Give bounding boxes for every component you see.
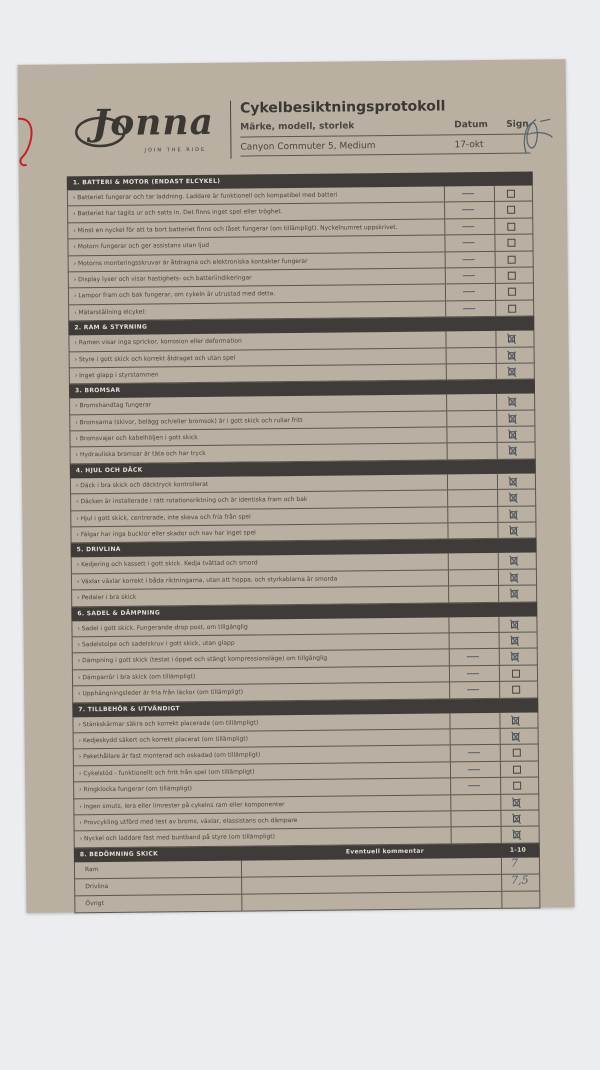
column-divider bbox=[449, 633, 450, 648]
not-applicable-dash bbox=[462, 210, 474, 211]
comment-column-label: Eventuell kommentar bbox=[345, 847, 425, 856]
checkbox[interactable] bbox=[508, 304, 516, 312]
column-divider bbox=[499, 666, 500, 681]
checklist-item-text: › Upphängningsleder är fria från läckor (om tillämpligt) bbox=[78, 688, 244, 698]
checkbox[interactable] bbox=[512, 669, 520, 677]
not-applicable-dash bbox=[463, 291, 475, 292]
checkbox[interactable] bbox=[513, 765, 521, 773]
checked-checkbox[interactable] bbox=[506, 507, 520, 521]
checklist-item-text: › Cykelstöd - funktionellt och fritt från spel (om tillämpligt) bbox=[78, 768, 255, 778]
column-divider bbox=[444, 236, 445, 251]
column-divider bbox=[497, 443, 498, 458]
checklist-item-text: › Växlar växlar korrekt i båda riktningarna, utan att hoppa, och styrkablarna är smorda bbox=[76, 575, 338, 586]
header-rule bbox=[241, 153, 531, 157]
column-divider bbox=[494, 186, 495, 201]
column-divider bbox=[500, 762, 501, 777]
checklist-item-text: › Motorn fungerar och ger assistans utan ljud bbox=[73, 242, 210, 251]
handwritten-score[interactable]: 7 bbox=[510, 856, 519, 870]
column-divider bbox=[451, 828, 452, 843]
column-divider bbox=[496, 394, 497, 409]
column-divider bbox=[499, 633, 500, 648]
checklist-item-text: › Bromsarna (skivor, belägg och/eller bromsok) är i gott skick och rullar fritt bbox=[75, 416, 303, 426]
column-divider bbox=[445, 332, 446, 347]
column-divider bbox=[499, 649, 500, 664]
column-divider bbox=[450, 746, 451, 761]
column-divider bbox=[446, 348, 447, 363]
header-divider bbox=[230, 101, 232, 159]
column-divider bbox=[494, 219, 495, 234]
column-divider bbox=[448, 554, 449, 569]
checklist-item-text: › Provcykling utförd med test av broms, växlar, elassistans och dämpare bbox=[79, 816, 298, 827]
model-value: Canyon Commuter 5, Medium bbox=[240, 141, 376, 153]
assessment-row bbox=[74, 891, 540, 913]
checked-checkbox[interactable] bbox=[504, 332, 518, 346]
checked-checkbox[interactable] bbox=[507, 587, 521, 601]
not-applicable-dash bbox=[463, 308, 475, 309]
checkbox[interactable] bbox=[512, 686, 520, 694]
column-divider bbox=[444, 203, 445, 218]
column-divider bbox=[499, 712, 500, 727]
checked-checkbox[interactable] bbox=[508, 634, 522, 648]
checked-checkbox[interactable] bbox=[505, 348, 519, 362]
checklist-item-text: › Ingen smuts, lera eller limrester på cykelns ram eller komponenter bbox=[79, 800, 285, 810]
column-divider bbox=[495, 331, 496, 346]
checklist-item-text: › Dämpning i gott skick (testat i öppet och stängt kompressionsläge) om tillgänglig bbox=[77, 655, 328, 665]
checked-checkbox[interactable] bbox=[510, 828, 524, 842]
column-divider bbox=[447, 491, 448, 506]
checked-checkbox[interactable] bbox=[506, 475, 520, 489]
column-divider bbox=[498, 553, 499, 568]
checklist-item-text: › Sadel i gott skick. Fungerande drop post, om tillgänglig bbox=[77, 623, 248, 632]
handwritten-score[interactable] bbox=[511, 889, 537, 907]
jonna-logo bbox=[74, 101, 225, 163]
form-title: Cykelbesiktningsprotokoll bbox=[239, 98, 446, 117]
checklist-item-text: › Kedjeskydd säkert och korrekt placerat (om tillämpligt) bbox=[78, 735, 248, 745]
column-divider bbox=[241, 877, 242, 893]
not-applicable-dash bbox=[462, 193, 474, 194]
checkbox[interactable] bbox=[513, 749, 521, 757]
checklist-item-text: › Inget glapp i styrstammen bbox=[74, 371, 159, 380]
checklist-item-text: › Mätarställning elcykel: bbox=[74, 308, 147, 317]
checkbox[interactable] bbox=[507, 190, 515, 198]
section-header: 2. RAM & STYRNING bbox=[68, 317, 534, 336]
checklist-item-text: › Styre i gott skick och korrekt åtdraget och utan spel bbox=[74, 354, 236, 363]
checkbox[interactable] bbox=[508, 255, 516, 263]
column-divider bbox=[450, 729, 451, 744]
column-divider bbox=[450, 795, 451, 810]
not-applicable-dash bbox=[462, 242, 474, 243]
checklist-item-text: › Bromshandtag fungerar bbox=[75, 401, 152, 410]
logo-wordmark: Jonna bbox=[91, 100, 215, 145]
not-applicable-dash bbox=[468, 785, 480, 786]
column-divider bbox=[449, 666, 450, 681]
date-label: Datum bbox=[454, 119, 488, 131]
section-header: 7. TILLBEHÖR & UTVÄNDIGT bbox=[72, 698, 538, 717]
checklist-item-text: › Batteriet har tagits ur och satts in. Det finns inget spel eller tröghet. bbox=[73, 208, 283, 218]
checklist-item-text: › Bromsvajer och kabelhöljen i gott skick bbox=[75, 434, 198, 443]
column-divider bbox=[447, 523, 448, 538]
column-divider bbox=[448, 617, 449, 632]
column-divider bbox=[495, 301, 496, 316]
score-column-label: 1-10 bbox=[509, 846, 527, 854]
column-divider bbox=[449, 683, 450, 698]
checkbox[interactable] bbox=[508, 272, 516, 280]
not-applicable-dash bbox=[463, 275, 475, 276]
checklist-item-text: › Hydrauliska bromsar är täta och har tryck bbox=[75, 450, 206, 459]
checkbox[interactable] bbox=[513, 782, 521, 790]
checklist-item-text: › Pakethållare är fast monterad och oskadad (om tillämpligt) bbox=[78, 751, 261, 761]
checklist-item-text: › Däck i bra skick och däcktryck kontrollerat bbox=[75, 480, 209, 490]
column-divider bbox=[496, 427, 497, 442]
column-divider bbox=[500, 794, 501, 809]
column-divider bbox=[445, 301, 446, 316]
checked-checkbox[interactable] bbox=[505, 428, 519, 442]
checked-checkbox[interactable] bbox=[507, 570, 521, 584]
checklist-item-text: › Display lyser och visar hastighets- och batteriindikeringar bbox=[73, 274, 252, 284]
column-divider bbox=[500, 778, 501, 793]
checked-checkbox[interactable] bbox=[505, 365, 519, 379]
checked-checkbox[interactable] bbox=[506, 524, 520, 538]
not-applicable-dash bbox=[462, 226, 474, 227]
logo-tagline: JOIN THE RIDE bbox=[144, 146, 207, 154]
column-divider bbox=[448, 587, 449, 602]
column-divider bbox=[448, 570, 449, 585]
checked-checkbox[interactable] bbox=[507, 617, 521, 631]
not-applicable-dash bbox=[467, 689, 479, 690]
column-divider bbox=[501, 875, 502, 891]
column-divider bbox=[241, 894, 242, 910]
handwritten-score[interactable]: 7,5 bbox=[511, 873, 529, 887]
checklist-item-text: › Sadelstolpe och sadelskruv i gott skick, utan glapp bbox=[77, 639, 235, 649]
checkbox[interactable] bbox=[507, 222, 515, 230]
section-header: 1. BATTERI & MOTOR (ENDAST ELCYKEL) bbox=[67, 172, 533, 191]
assessment-label: Ram bbox=[84, 865, 99, 873]
checklist-item-text: › Dämparrör i bra skick (om tillämpligt) bbox=[77, 672, 196, 682]
column-divider bbox=[241, 860, 242, 876]
column-divider bbox=[447, 507, 448, 522]
checklist-item-text: › Minst en nyckel för att ta bort batteriet finns och låset fungerar (om tillämpligt). Nyckelnumret uppskrivet. bbox=[73, 223, 398, 235]
column-divider bbox=[450, 779, 451, 794]
column-divider bbox=[447, 444, 448, 459]
assessment-label: Övrigt bbox=[85, 899, 104, 907]
checklist-item-text: › Däcken är installerade i rätt rotationsriktning och är identiska fram och bak bbox=[76, 496, 308, 506]
not-applicable-dash bbox=[468, 752, 480, 753]
column-divider bbox=[498, 570, 499, 585]
not-applicable-dash bbox=[463, 259, 475, 260]
column-divider bbox=[499, 682, 500, 697]
column-divider bbox=[496, 347, 497, 362]
checkbox[interactable] bbox=[507, 239, 515, 247]
checked-checkbox[interactable] bbox=[509, 730, 523, 744]
checked-checkbox[interactable] bbox=[509, 812, 523, 826]
column-divider bbox=[446, 395, 447, 410]
checklist-table bbox=[67, 172, 541, 914]
header-rule bbox=[240, 134, 530, 138]
column-divider bbox=[500, 811, 501, 826]
column-divider bbox=[444, 186, 445, 201]
checklist-item-text: › Pedaler i bra skick bbox=[77, 593, 137, 602]
checklist-item-text: › Kedjering och kassett i gott skick. Kedja tvättad och smord bbox=[76, 559, 258, 569]
assessment-label: Drivlina bbox=[85, 882, 109, 890]
checklist-item-text: › Hjul i gott skick, centrerade, inte skeva och fria från spel bbox=[76, 513, 251, 522]
checked-checkbox[interactable] bbox=[508, 713, 522, 727]
column-divider bbox=[496, 364, 497, 379]
column-divider bbox=[495, 284, 496, 299]
column-divider bbox=[447, 474, 448, 489]
column-divider bbox=[446, 411, 447, 426]
column-divider bbox=[497, 490, 498, 505]
signature-scribble bbox=[506, 115, 556, 160]
column-divider bbox=[500, 729, 501, 744]
not-applicable-dash bbox=[467, 656, 479, 657]
checked-checkbox[interactable] bbox=[508, 650, 522, 664]
section-header: 6. SADEL & DÄMPNING bbox=[71, 602, 537, 621]
assessment-title: 8. BEDÖMNING SKICK bbox=[79, 850, 159, 858]
column-divider bbox=[445, 285, 446, 300]
checked-checkbox[interactable] bbox=[505, 395, 519, 409]
column-divider bbox=[497, 507, 498, 522]
checked-checkbox[interactable] bbox=[509, 795, 523, 809]
column-divider bbox=[501, 858, 502, 874]
checked-checkbox[interactable] bbox=[507, 554, 521, 568]
column-divider bbox=[446, 364, 447, 379]
sign-label: Sign bbox=[506, 119, 529, 130]
column-divider bbox=[450, 762, 451, 777]
column-divider bbox=[444, 219, 445, 234]
column-divider bbox=[495, 251, 496, 266]
checked-checkbox[interactable] bbox=[506, 491, 520, 505]
column-divider bbox=[497, 523, 498, 538]
section-header: 3. BROMSAR bbox=[69, 380, 535, 399]
checklist-item-text: › Batteriet fungerar och tar laddning. Laddare är funktionell och kompatibel med batteri bbox=[72, 191, 338, 202]
inspection-form-paper bbox=[18, 59, 575, 913]
not-applicable-dash bbox=[467, 673, 479, 674]
checkbox[interactable] bbox=[508, 288, 516, 296]
column-divider bbox=[445, 252, 446, 267]
column-divider bbox=[494, 235, 495, 250]
checklist-item-text: › Fälgar har inga bucklor eller skador och nav har inget spel bbox=[76, 529, 256, 539]
section-header: 4. HJUL OCH DÄCK bbox=[70, 459, 536, 478]
checklist-item-text: › Nyckel och laddare fast med buntband på styre (om tillämpligt) bbox=[79, 833, 275, 843]
column-divider bbox=[494, 202, 495, 217]
checklist-item-text: › Motorns monteringsskruvar är åtdragna och elektroniska kontakter fungerar bbox=[73, 257, 308, 267]
column-divider bbox=[446, 427, 447, 442]
checklist-item-text: › Lampor fram och bak fungerar, om cykeln är utrustad med detta. bbox=[73, 290, 276, 300]
section-header: 5. DRIVLINA bbox=[71, 539, 537, 558]
date-value: 17-okt bbox=[454, 140, 484, 151]
column-divider bbox=[498, 586, 499, 601]
column-divider bbox=[498, 616, 499, 631]
column-divider bbox=[501, 892, 502, 908]
column-divider bbox=[495, 268, 496, 283]
column-divider bbox=[501, 827, 502, 842]
checked-checkbox[interactable] bbox=[505, 411, 519, 425]
red-string bbox=[18, 116, 59, 186]
checklist-item-text: › Ringklocka fungerar (om tillämpligt) bbox=[79, 785, 193, 794]
not-applicable-dash bbox=[468, 769, 480, 770]
column-divider bbox=[449, 713, 450, 728]
column-divider bbox=[449, 650, 450, 665]
checklist-item-text: › Ramen visar inga sprickor, korrosion eller deformation bbox=[74, 337, 242, 347]
column-divider bbox=[496, 411, 497, 426]
checked-checkbox[interactable] bbox=[506, 444, 520, 458]
model-label: Märke, modell, storlek bbox=[240, 121, 355, 133]
column-divider bbox=[500, 745, 501, 760]
column-divider bbox=[450, 811, 451, 826]
column-divider bbox=[445, 268, 446, 283]
checklist-item-text: › Stänkskärmar säkra och korrekt placerade (om tillämpligt) bbox=[78, 718, 259, 728]
checkbox[interactable] bbox=[507, 206, 515, 214]
column-divider bbox=[497, 474, 498, 489]
